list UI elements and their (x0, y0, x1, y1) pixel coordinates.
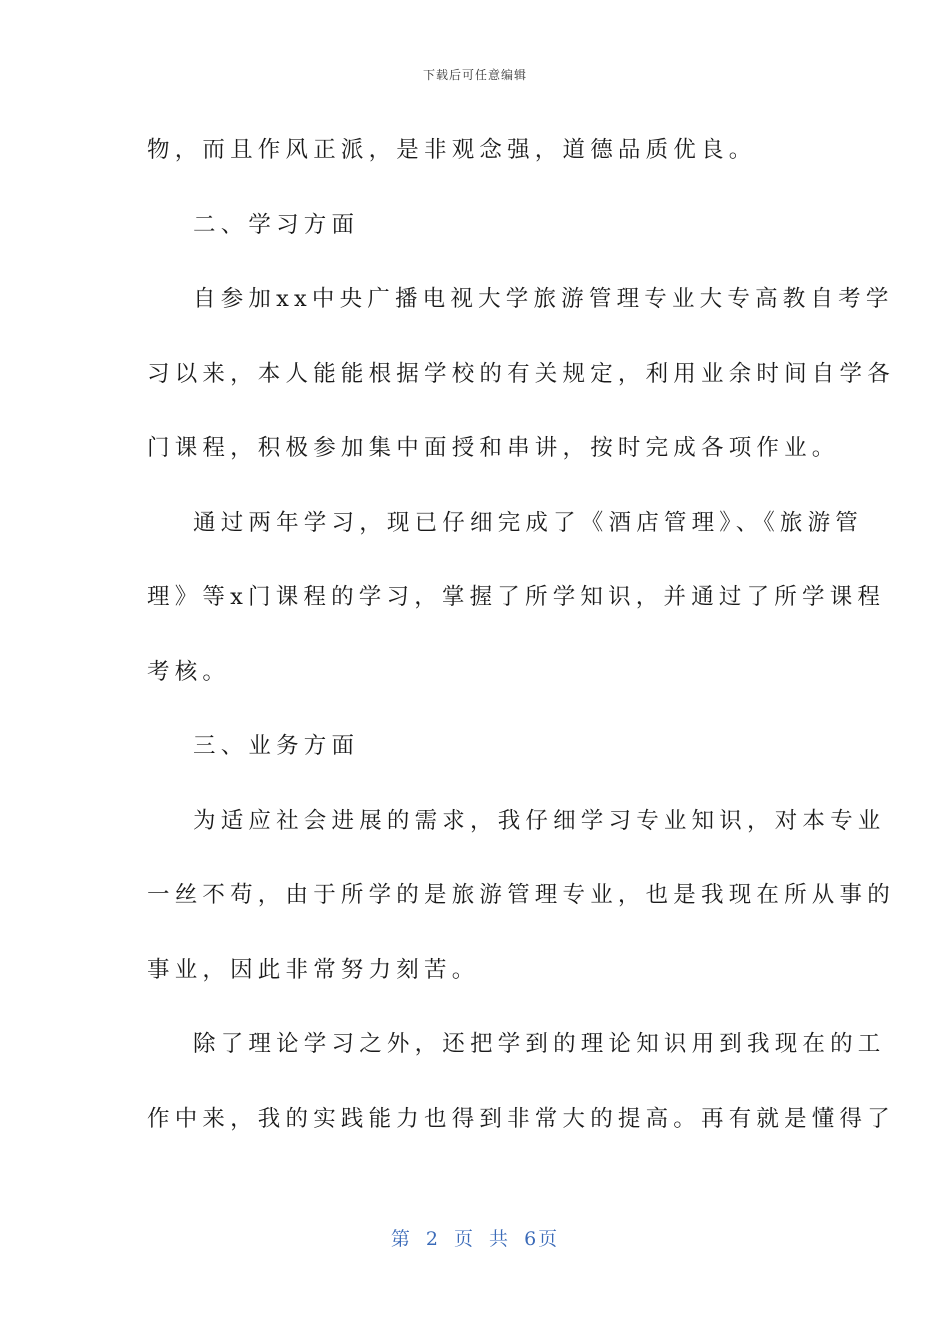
section-heading: 二、学习方面 (193, 211, 360, 238)
body-line: 考核。 (147, 658, 231, 685)
body-line: 事业，因此非常努力刻苦。 (147, 956, 480, 983)
section-heading: 三、业务方面 (193, 733, 360, 759)
body-line: 门课程，积极参加集中面授和串讲，按时完成各项作业。 (147, 435, 840, 461)
body-line: 理》等x门课程的学习，掌握了所学知识，并通过了所学课程 (147, 584, 886, 610)
body-line: 习以来，本人能能根据学校的有关规定，利用业余时间自学各 (147, 360, 895, 387)
page-header: 下载后可任意编辑 (422, 68, 527, 82)
body-line: 自参加xx中央广播电视大学旅游管理专业大专高教自考学 (193, 286, 894, 312)
body-line: 通过两年学习，现已仔细完成了《酒店管理》、《旅游管 (193, 509, 864, 536)
body-line: 物，而且作风正派，是非观念强，道德品质优良。 (147, 137, 757, 163)
document-body (147, 113, 895, 1156)
body-line: 为适应社会进展的需求，我仔细学习专业知识，对本专业 (193, 807, 886, 834)
page-number-footer: 第 2 页 共 6页 (390, 1228, 560, 1250)
body-line: 作中来，我的实践能力也得到非常大的提高。再有就是懂得了 (147, 1105, 895, 1132)
body-line: 除了理论学习之外，还把学到的理论知识用到我现在的工 (193, 1031, 886, 1057)
body-line: 一丝不苟，由于所学的是旅游管理专业，也是我现在所从事的 (147, 882, 895, 908)
